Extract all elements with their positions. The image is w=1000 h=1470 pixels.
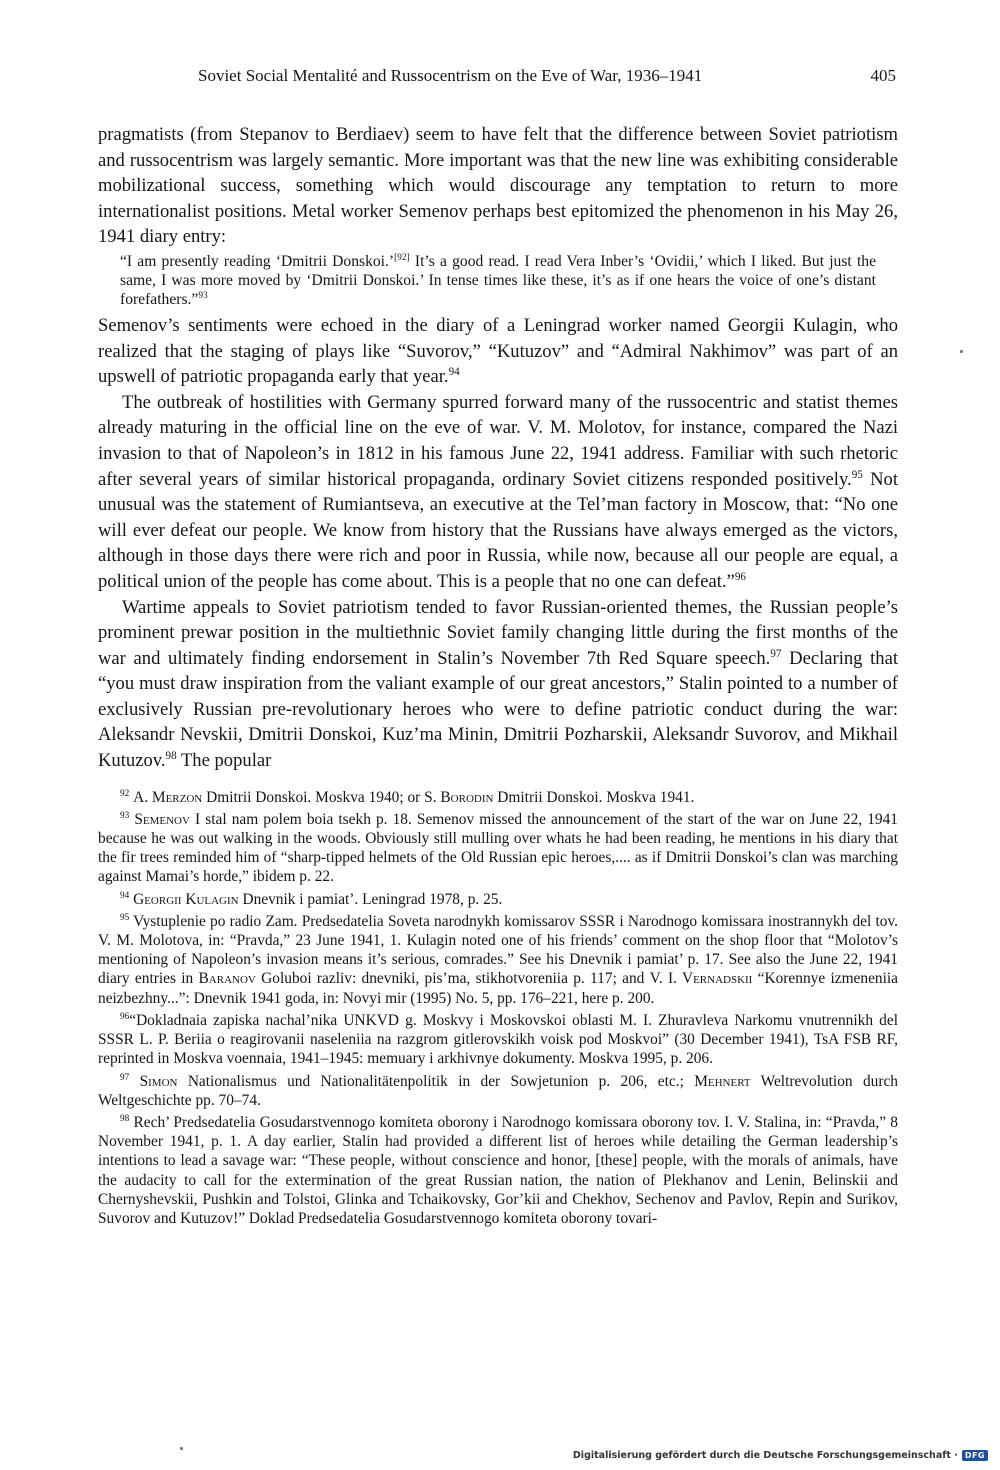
scan-speck [960, 350, 963, 353]
footnote-ref: 96 [734, 570, 746, 583]
footnote-ref: [92] [394, 252, 410, 263]
block-quote: “I am presently reading ‘Dmitrii Donskoi.’[92] It’s a good read. I read Vera Inber’s ‘Ovidii,’ which I liked. But just the same, I was more moved by ‘Dmitrii Donskoi.’ In tense times like these, it’s as if one hears the voice of one’s distant forefathers.”$^{93}$ [120, 252, 876, 308]
paragraph: Wartime appeals to Soviet patriotism tended to favor Russian-oriented themes, the Russian people’s prominent prewar position in the multiethnic Soviet family changing little during the first months of the war and ultimately finding endorsement in Stalin’s November 7th Red Square speech.$^{97}$ Declaring that “you must draw inspiration from the valiant example of our great ancestors,” Stalin pointed to a number of exclusively Russian pre-revolutionary heroes who were to define patriotic conduct during the war: Aleksandr Nevskii, Dmitrii Donskoi, Kuz’ma Minin, Dmitrii Pozharskii, Aleksandr Suvorov, and Mikhail Kutuzov.$^{98}$ The popular [98, 596, 898, 772]
footnote-ref: 93 [198, 290, 208, 301]
running-header [98, 66, 898, 96]
paragraph: pragmatists (from Stepanov to Berdiaev) seem to have felt that the difference between Soviet patriotism and russocentrism was largely semantic. More important was that the new line was exhibiting considerable mobilizational success, something which would discourage any temptation to return to more internationalist positions. Metal worker Semenov perhaps best epitomized the phenomenon in his May 26, 1941 diary entry: [98, 124, 898, 248]
footnote: $^{92}$ A. Merzon Dmitrii Donskoi. Moskva 1940; or S. Borodin Dmitrii Donskoi. Moskva 1941. [120, 787, 695, 806]
footnote: $^{93}$ Semenov I stal nam polem boia tsekh p. 18. Semenov missed the announcement of the start of the war on June 22, 1941 because he was out walking in the woods. Obviously still mulling over whats he had been reading, he mentions in his diary that the fir trees reminded him of “sharp-tipped helmets of the Old Russian epic heroes,.... as if Dmitrii Donskoi’s clan was marching against Mamai’s horde,” ibidem p. 22. [98, 809, 898, 886]
credit-text: Digitalisierung gefördert durch die Deutsche Forschungsgemeinschaft · [572, 1450, 958, 1461]
footnotes [98, 788, 898, 1228]
footnote-ref: 94 [448, 365, 460, 378]
footnote: $^{97}$ Simon Nationalismus und Nationalitätenpolitik in der Sowjetunion p. 206, etc.; Mehnert Weltrevolution durch Weltgeschichte pp. 70–74. [98, 1071, 898, 1109]
scan-speck [180, 1447, 183, 1450]
digitization-credit [573, 1450, 988, 1461]
page-number: 405 [870, 66, 896, 85]
footnote-ref: 98 [165, 749, 177, 762]
footnote: $^{98}$ Rech’ Predsedatelia Gosudarstvennogo komiteta oborony i Narodnogo komissara oborony tov. I. V. Stalina, in: “Pravda,” 8 November 1941, p. 1. A day earlier, Stalin had provided a different list of heroes while detailing the German leadership’s intentions to lead a savage war: “These people, without conscience and honor, [these] people, with the morals of animals, have the audacity to call for the extermination of the great Russian nation, the nation of Plekhanov and Lenin, Belinskii and Chernyshevskii, Pushkin and Tolstoi, Glinka and Tchaikovsky, Gor’kii and Chekhov, Sechenov and Pavlov, Repin and Surikov, Suvorov and Kutuzov!” Doklad Predsedatelia Gosudarstvennogo komiteta oborony tovari- [98, 1112, 898, 1227]
footnote: $^{96}$“Dokladnaia zapiska nachal’nika UNKVD g. Moskvy i Moskovskoi oblasti M. I. Zhuravleva Narkomu vnutrennikh del SSSR L. P. Beriia o reagirovanii naseleniia na razgrom gitlerovskikh voisk pod Moskvoi” (30 December 1941), TsA FSB RF, reprinted in Moskva voennaia, 1941–1945: memuary i arkhivnye dokumenty. Moskva 1995, p. 206. [98, 1010, 898, 1068]
main-text [98, 122, 898, 774]
running-title: Soviet Social Mentalité and Russocentrism on the Eve of War, 1936–1941 [198, 66, 703, 85]
footnote: $^{95}$ Vystuplenie po radio Zam. Predsedatelia Soveta narodnykh komissarov SSSR i Narodnogo komissara inostrannykh del tov. V. M. Molotova, in: “Pravda,” 23 June 1941, 1. Kulagin noted one of his friends’ comment on the shop floor that “Molotov’s mentioning of Napoleon’s invasion means it’s serious, comrades.” See his Dnevnik i pamiat’ p. 17. See also the June 22, 1941 diary entries in Baranov Goluboi razliv: dnevniki, pis’ma, stikhotvoreniia p. 117; and V. I. Vernadskii “Korennye izmeneniia neizbezhny...”: Dnevnik 1941 goda, in: Novyi mir (1995) No. 5, pp. 176–221, here p. 200. [98, 911, 899, 1007]
page [98, 66, 898, 1231]
footnote: $^{94}$ Georgii Kulagin Dnevnik i pamiat’. Leningrad 1978, p. 25. [120, 889, 503, 908]
paragraph: Semenov’s sentiments were echoed in the diary of a Leningrad worker named Georgii Kulagin, who realized that the staging of plays like “Suvorov,” “Kutuzov” and “Admiral Nakhimov” was part of an upswell of patriotic propaganda early that year.$^{94}$ [98, 314, 898, 388]
paragraph: The outbreak of hostilities with Germany spurred forward many of the russocentric and statist themes already maturing in the official line on the eve of war. V. M. Molotov, for instance, compared the Nazi invasion to that of Napoleon’s in 1812 in his famous June 22, 1941 address. Familiar with such rhetoric after several years of similar historical propaganda, ordinary Soviet citizens responded positively.$^{95}$ Not unusual was the statement of Rumiantseva, an executive at the Tel’man factory in Moscow, that: “No one will ever defeat our people. We know from history that the Russians have always emerged as the victors, although in those days there were rich and poor in Russia, while now, because all our people are equal, a political union of the people has come about. This is a people that no one can defeat.”$^{96}$ [98, 391, 898, 592]
dfg-logo: DFG [962, 1450, 988, 1461]
footnote-ref: 97 [770, 647, 782, 660]
footnote-ref: 95 [851, 468, 863, 481]
